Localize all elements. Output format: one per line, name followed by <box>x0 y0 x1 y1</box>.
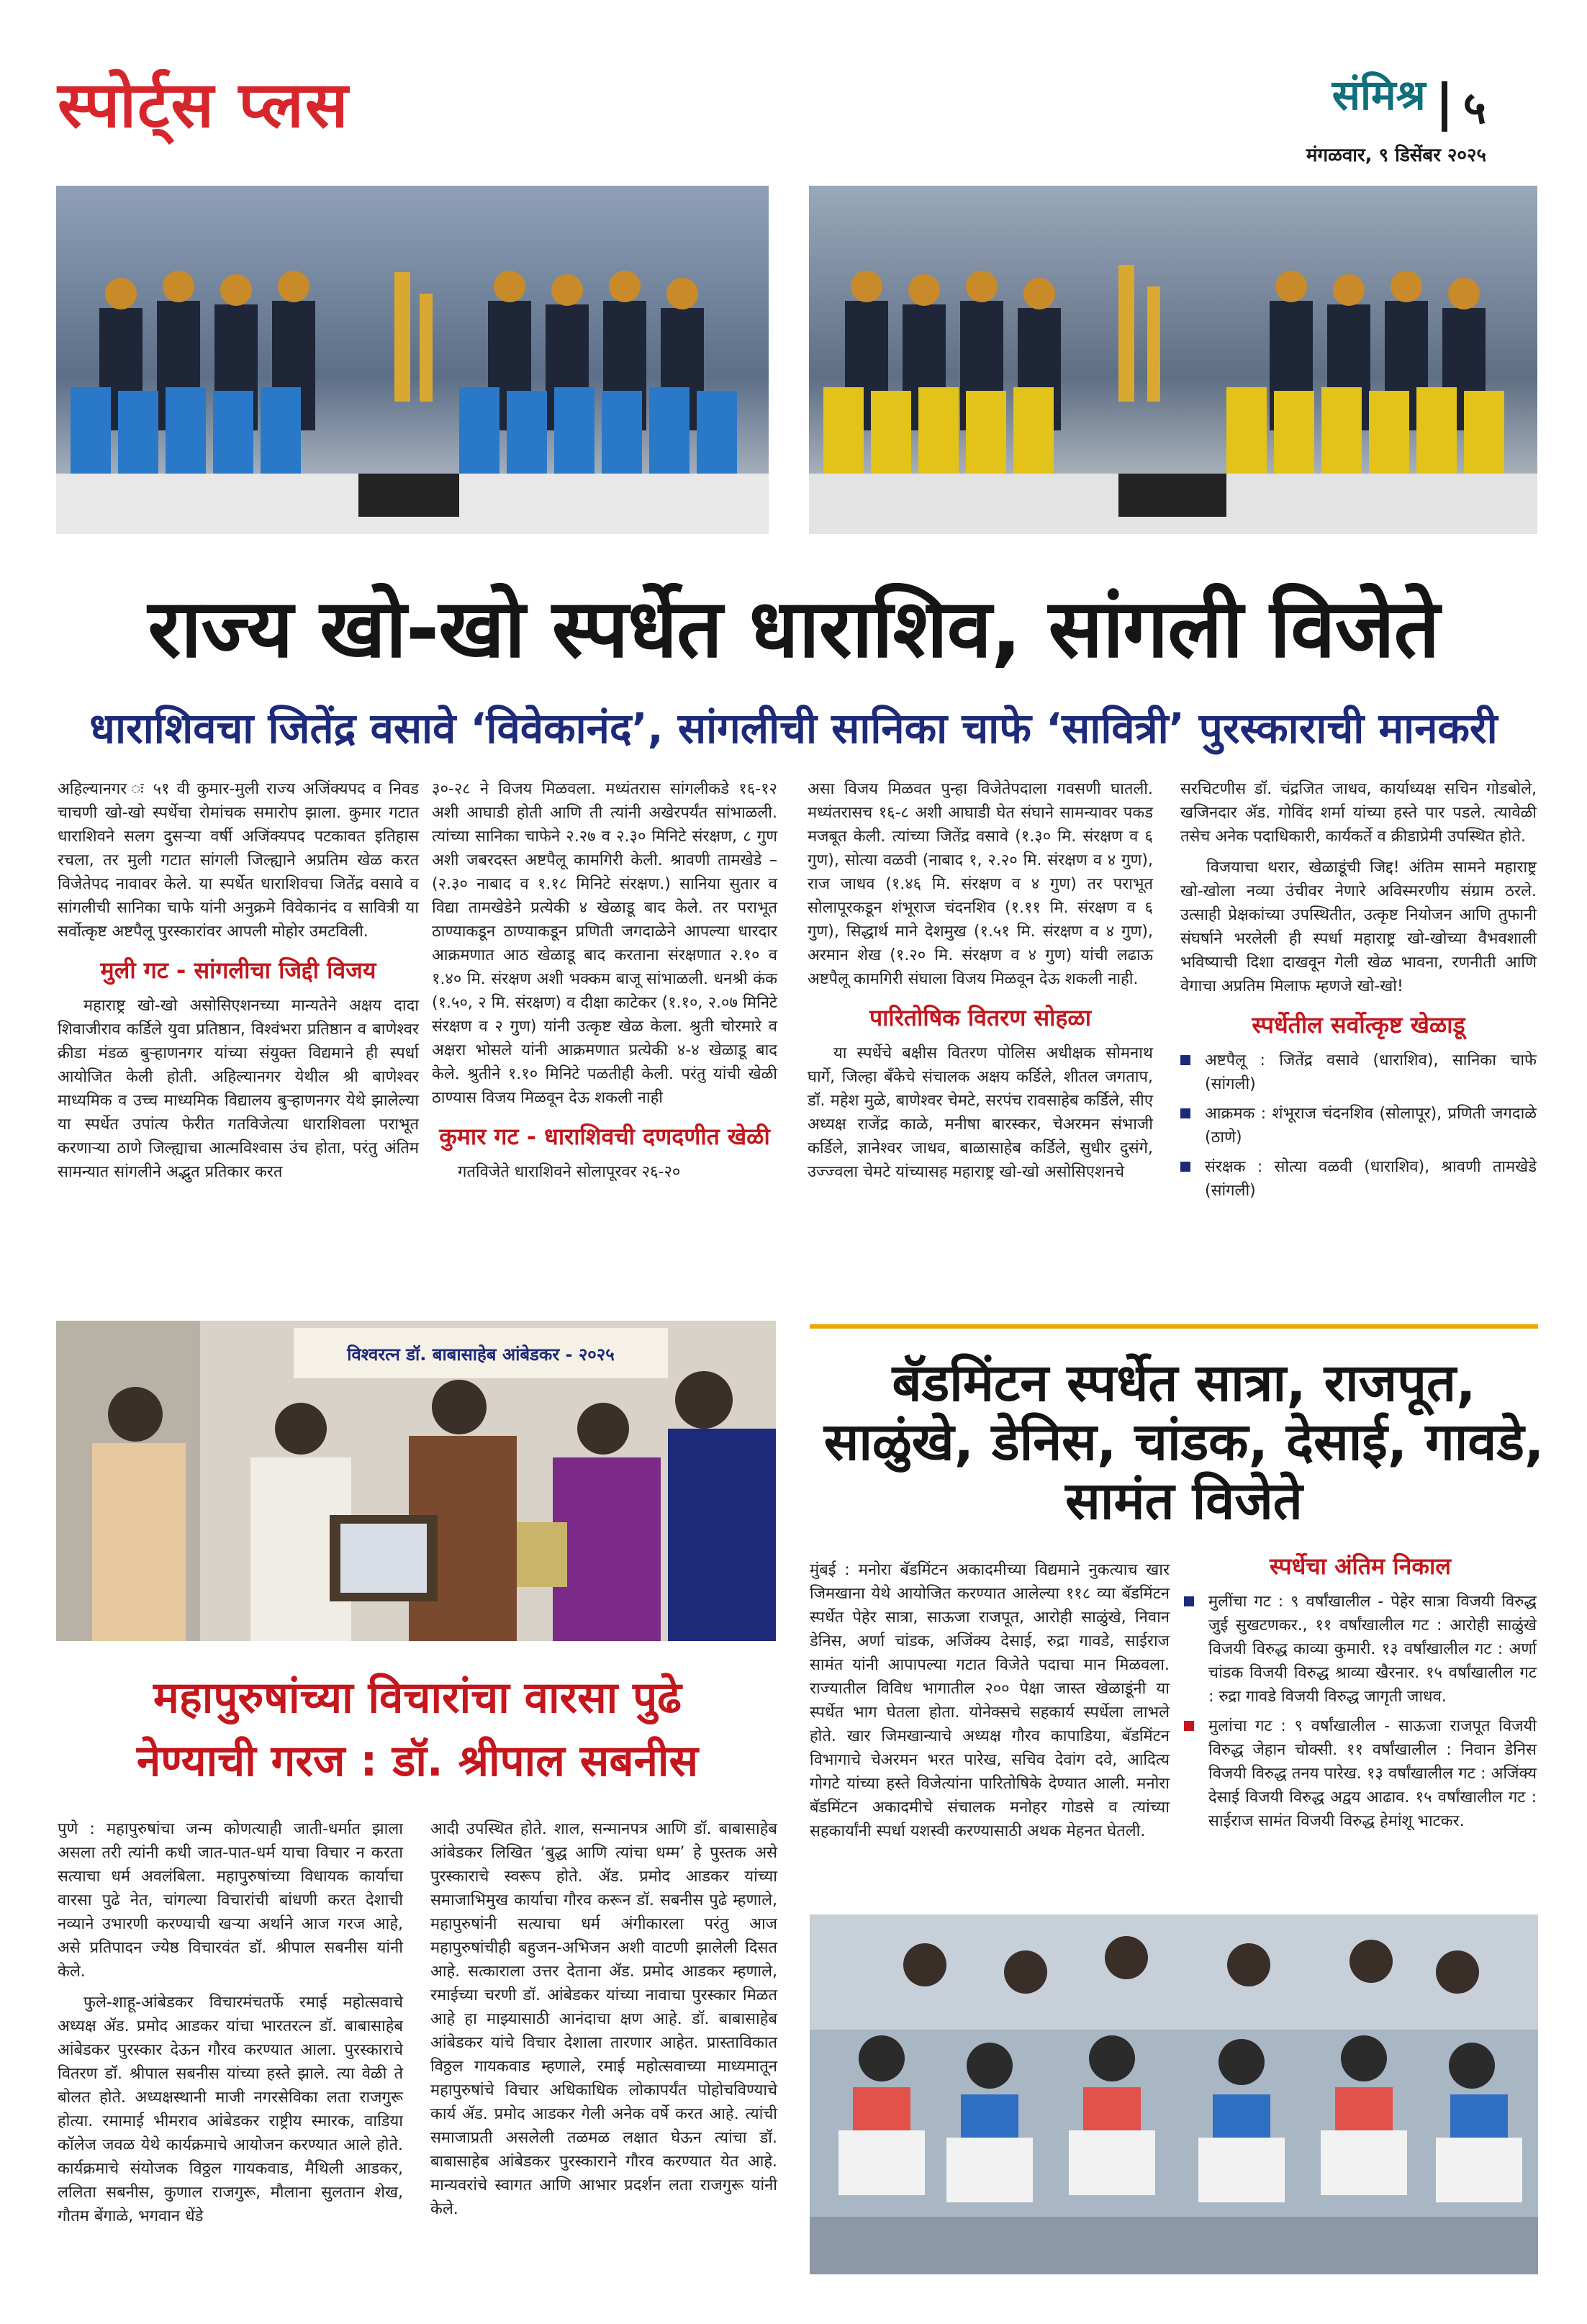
masthead-section-block <box>1306 65 1486 167</box>
kho-col2-para2: गतविजेते धाराशिवने सोलापूरवर २६-२० <box>458 1163 681 1181</box>
best-players-list <box>1180 1049 1537 1203</box>
best-player-item: संरक्षक : सोत्या वळवी (धाराशिव), श्रावणी तामखेडे (सांगली) <box>1180 1155 1537 1203</box>
kho-subheading-boys: कुमार गट - धाराशिवची दणदणीत खेळी <box>439 1123 770 1150</box>
photo-sangli-team <box>809 186 1537 534</box>
photo-dharashiv-team <box>56 186 769 534</box>
badminton-results-column <box>1184 1551 1537 1839</box>
best-player-item: आक्रमक : शंभूराज चंदनशिव (सोलापूर), प्रणिती जगदाळे (ठाणे) <box>1180 1102 1537 1149</box>
kho-subhead: धाराशिवचा जितेंद्र वसावे ‘विवेकानंद’, सांगलीची सानिका चाफे ‘सावित्री’ पुरस्काराची मानकरी <box>89 704 1498 753</box>
photo-badminton-winners <box>810 1914 1538 2274</box>
kho-col1-para2: महाराष्ट्र खो-खो असोसिएशनच्या मान्यतेने अक्षय दादा शिवाजीराव कर्डिले युवा प्रतिष्ठान, विश्वंभरा प्रतिष्ठान व बाणेश्वर क्रीडा मंडळ बुऱ्हाणनगर यांच्या संयुक्त विद्यमाने ही स्पर्धा आयोजित केली होती. अहिल्यानगर येथील श्री बाणेश्वर माध्यमिक व उच्च माध्यमिक विद्यालय बुऱ्हाणनगर येथे झालेल्या या स्पर्धेत उपांत्य फेरीत गतविजेत्या धाराशिवला पराभूत करणाऱ्या ठाणे जिल्ह्याचा आत्मविश्वास उंच होता, परंतु अंतिम सामन्यात सांगलीने अद्भुत प्रतिकार करत <box>58 997 419 1181</box>
masthead-title: स्पोर्ट्स प्लस <box>58 68 350 142</box>
maha-col1-para2: फुले-शाहू-आंबेडकर विचारमंचतर्फे रमाई महोत्सवाचे अध्यक्ष ॲड. प्रमोद आडकर यांचा भारतरत्न डॉ. बाबासाहेब आंबेडकर पुरस्कार देऊन गौरव करण्यात आला. पुरस्काराचे वितरण डॉ. श्रीपाल सबनीस यांच्या हस्ते झाले. त्या वेळी ते बोलत होते. अध्यक्षस्थानी माजी नगरसेविका लता राजगुरू होत्या. रमामाई भीमराव आंबेडकर राष्ट्रीय स्मारक, वाडिया कॉलेज जवळ येथे कार्यक्रमाचे आयोजन करण्यात आले होते. कार्यक्रमाचे संयोजक विठ्ठल गायकवाड, मैथिली आडकर, ललिता सबनीस, कुणाल राजगुरू, मौलाना सुलतान शेख, गौतम बेंगाळे, भगवान धेंडे <box>58 1994 403 2225</box>
kho-col4-para2: विजयाचा थरार, खेळाडूंची जिद्द! अंतिम सामने महाराष्ट्र खो-खोला नव्या उंचीवर नेणारे अविस्मरणीय संग्राम ठरले. उत्साही प्रेक्षकांच्या उपस्थितीत, उत्कृष्ट नियोजन आणि तुफानी संघर्षाने भरलेली ही स्पर्धा महाराष्ट्र खो-खोच्या वैभवशाली भविष्याची दिशा दाखवून गेली खेळ भावना, रणनीती आणि वेगाचा अप्रतिम मिलाफ म्हणजे खो-खो! <box>1180 859 1537 995</box>
banner-text: विश्वरत्न डॉ. बाबासाहेब आंबेडकर - २०२५ <box>347 1344 615 1365</box>
kho-subheading-girls: मुली गट - सांगलीचा जिद्दी विजय <box>100 957 376 984</box>
bullet-square-icon <box>1184 1721 1194 1731</box>
kho-col3-para2: या स्पर्धेचे बक्षीस वितरण पोलिस अधीक्षक सोमनाथ घार्गे, जिल्हा बँकेचे संचालक अक्षय कर्डिले, शीतल जगताप, डॉ. महेश मुळे, बाणेश्वर चेमटे, सरपंच रावसाहेब कर्डिले, सीए अध्यक्ष राजेंद्र काळे, मनीषा बारस्कर, चेअरमन संभाजी कर्डिले, ज्ञानेश्वर जाधव, बाळासाहेब कर्डिले, सुधीर दुसंगे, उज्ज्वला चेमटे यांच्यासह महाराष्ट्र खो-खो असोसिएशनचे <box>808 1044 1153 1181</box>
maha-column-1 <box>58 1817 403 2235</box>
kho-headline: राज्य खो-खो स्पर्धेत धाराशिव, सांगली विजेते <box>148 582 1439 676</box>
page-number: ५ <box>1462 81 1486 134</box>
bullet-square-icon <box>1180 1055 1190 1065</box>
badminton-results-list <box>1184 1590 1537 1833</box>
kho-col4-para1: सरचिटणीस डॉ. चंद्रजित जाधव, कार्याध्यक्ष सचिन गोडबोले, खजिनदार ॲड. गोविंद शर्मा यांच्या हस्ते पार पडले. त्यावेळी तसेच अनेक पदाधिकारी, कार्यकर्ते व क्रीडाप्रेमी उपस्थित होते. <box>1180 780 1537 846</box>
kho-subheading-best: स्पर्धेतील सर्वोत्कृष्ट खेळाडू <box>1252 1011 1465 1039</box>
kho-column-2 <box>432 777 777 1191</box>
photo-sabnis-felicitation <box>56 1321 776 1641</box>
result-item-boys: मुलांचा गट : ९ वर्षांखालील - साऊजा राजपूत विजयी विरुद्ध जेहान चोक्सी. ११ वर्षांखालील : निवान डेनिस विजयी विरुद्ध तनय पारेख. १३ वर्षांखालील गट : अजिंक्य देसाई विजयी विरुद्ध अद्वय आढाव. १५ वर्षांखालील गट : साईराज सामंत विजयी विरुद्ध हेमांशू भाटकर. <box>1184 1714 1537 1833</box>
maha-headline <box>58 1666 777 1793</box>
result-item-girls: मुलींचा गट : ९ वर्षांखालील - पेहेर सात्रा विजयी विरुद्ध जुई सुखटणकर., ११ वर्षांखालील गट : आरोही साळुंखे विजयी विरुद्ध काव्या कुमारी. १३ वर्षांखालील गट : अर्णा चांडक विजयी विरुद्ध श्राव्या खैरनार. १५ वर्षांखालील गट : रुद्रा गावडे विजयी विरुद्ध जागृती जाधव. <box>1184 1590 1537 1709</box>
kho-column-3 <box>808 777 1153 1191</box>
badminton-body: मुंबई : मनोरा बॅडमिंटन अकादमीच्या विद्यमाने नुकत्याच खार जिमखाना येथे आयोजित करण्यात आलेल्या ११८ व्या बॅडमिंटन स्पर्धेत पेहेर सात्रा, साऊजा राजपूत, आरोही साळुंखे, निवान डेनिस, अर्णा चांडक, अजिंक्य देसाई, रुद्रा गावडे, साईराज सामंत यांनी आपापल्या गटात विजेते पदाचा मान मिळवला. राज्यातील विविध भागातील २०० पेक्षा जास्त खेळाडूंनी या स्पर्धेत भाग घेतला होता. योनेक्सचे सहकार्य स्पर्धेला लाभले होते. खार जिमखान्याचे अध्यक्ष गौरव कापाडिया, बॅडमिंटन विभागाचे चेअरमन भरत पारेख, सचिव देवांग दवे, आदित्य गोगटे यांच्या हस्ते विजेत्यांना पारितोषिके देण्यात आली. मनोरा बॅडमिंटन अकादमीचे संचालक मनोहर गोडसे व त्यांच्या सहकार्यांनी स्पर्धा यशस्वी करण्यासाठी अथक मेहनत घेतली. <box>810 1561 1170 1840</box>
badminton-results-title: स्पर्धेचा अंतिम निकाल <box>1270 1552 1451 1580</box>
dateline: मंगळवार, ९ डिसेंबर २०२५ <box>1306 144 1486 166</box>
badminton-headline: बॅडमिंटन स्पर्धेत सात्रा, राजपूत, साळुंखे, डेनिस, चांडक, देसाई, गावडे, सामंत विजेते <box>823 1352 1545 1531</box>
kho-col1-para1: अहिल्यानगर ः ५१ वी कुमार-मुली राज्य अजिंक्यपद व निवड चाचणी खो-खो स्पर्धेचा रोमांचक समारोप झाला. कुमार गटात धाराशिवने सलग दुसऱ्या वर्षी अजिंक्यपद पटकावत इतिहास रचला, तर मुली गटात सांगली जिल्ह्याने अप्रतिम खेळ करत विजेतेपद नावावर केले. या स्पर्धेत धाराशिवचा जितेंद्र वसावे व सांगलीची सानिका चाफे यांनी अनुक्रमे विवेकानंद व सावित्री या सर्वोत्कृष्ट अष्टपैलू पुरस्कारांवर आपली मोहोर उमटविली. <box>58 780 419 941</box>
best-player-item: अष्टपैलू : जितेंद्र वसावे (धाराशिव), सानिका चाफे (सांगली) <box>1180 1049 1537 1096</box>
section-name: संमिश्र <box>1331 71 1426 119</box>
bullet-square-icon <box>1180 1162 1190 1172</box>
kho-column-1 <box>58 777 419 1191</box>
kho-subheading-prize: पारितोषिक वितरण सोहळा <box>869 1004 1092 1031</box>
badminton-body-column <box>810 1558 1170 1850</box>
maha-col2-para1: आदी उपस्थित होते. शाल, सन्मानपत्र आणि डॉ. बाबासाहेब आंबेडकर लिखित ‘बुद्ध आणि त्यांचा धम्म’ हे पुस्तक असे पुरस्काराचे स्वरूप होते. ॲड. प्रमोद आडकर यांच्या समाजाभिमुख कार्याचा गौरव करून डॉ. सबनीस पुढे म्हणाले, महापुरुषांनी सत्याचा धर्म अंगीकारला परंतु आज महापुरुषांचीही बहुजन-अभिजन अशी वाटणी झालेली दिसत आहे. सत्काराला उत्तर देताना ॲड. प्रमोद आडकर म्हणाले, रमाईच्या चरणी डॉ. आंबेडकर यांच्या नावाचा पुरस्कार मिळत आहे हा माझ्यासाठी आनंदाचा क्षण आहे. डॉ. बाबासाहेब आंबेडकर यांचे विचार देशाला तारणार आहेत. प्रास्ताविकात विठ्ठल गायकवाड म्हणाले, रमाई महोत्सवाच्या माध्यमातून महापुरुषांचे विचार अधिकाधिक लोकापर्यंत पोहोचविण्याचे कार्य ॲड. प्रमोद आडकर गेली अनेक वर्षे करत आहे. त्यांची समाजाप्रती असलेली तळमळ लक्षात घेऊन त्यांचा डॉ. बाबासाहेब आंबेडकर पुरस्काराने गौरव करण्यात येत आहे. मान्यवरांचे स्वागत आणि आभार प्रदर्शन लता राजगुरू यांनी केले. <box>430 1820 777 2218</box>
section-rule-orange <box>810 1324 1538 1329</box>
kho-col2-para1: ३०-२८ ने विजय मिळवला. मध्यंतरास सांगलीकडे १६-१२ अशी आघाडी होती आणि ती त्यांनी अखेरपर्यंत सांभाळली. त्यांच्या सानिका चाफेने २.२७ व २.३० मिनिटे संरक्षण, ८ गुण अशी जबरदस्त अष्टपैलू कामगिरी केली. श्रावणी तामखेडे – (२.३० नाबाद व १.१८ मिनिटे संरक्षण.) सानिया सुतार व विद्या तामखेडेने प्रत्येकी ४ खेळाडू बाद केले. तर पराभूत ठाण्याकडून ठाण्याकडून प्रणिती जगदाळेने आपल्या धारदार आक्रमणात आठ खेळाडू बाद करताना संरक्षणात २.१० व १.४० मि. संरक्षण अशी भक्कम बाजू सांभाळली. धनश्री कंक (१.५०, २ मि. संरक्षण) व दीक्षा काटेकर (१.१०, २.०७ मिनिटे संरक्षण व २ गुण) यांनी उत्कृष्ट खेळ केला. श्रुती चोरमारे व अक्षरा भोसले यांनी आक्रमणात प्रत्येकी ४-४ खेळाडू बाद केले. श्रुतीने १.१० मिनिटे पळतीही केली. परंतु यांची खेळी ठाण्यास विजय मिळवून देऊ शकली नाही <box>432 780 777 1107</box>
maha-headline-line1: महापुरुषांच्या विचारांचा वारसा पुढे <box>153 1673 682 1723</box>
bullet-square-icon <box>1184 1596 1194 1606</box>
maha-column-2 <box>430 1817 777 2228</box>
kho-column-4 <box>1180 777 1537 1208</box>
maha-col1-para1: पुणे : महापुरुषांचा जन्म कोणत्याही जाती-धर्मात झाला असला तरी त्यांनी कधी जात-पात-धर्म याचा विचार न करता सत्याचा धर्म अवलंबिला. महापुरुषांच्या विधायक कार्याचा वारसा पुढे नेत, चांगल्या विचारांची बांधणी करत देशाची नव्याने उभारणी करण्याची खऱ्या अर्थाने आज गरज आहे, असे प्रतिपादन ज्येष्ठ विचारवंत डॉ. श्रीपाल सबनीस यांनी केले. <box>58 1820 403 1981</box>
maha-headline-line2: नेण्याची गरज : डॉ. श्रीपाल सबनीस <box>136 1736 699 1786</box>
bullet-square-icon <box>1180 1108 1190 1118</box>
section-divider <box>1442 81 1447 132</box>
kho-col3-para1: असा विजय मिळवत पुन्हा विजेतेपदाला गवसणी घातली. मध्यंतरासच १६-८ अशी आघाडी घेत संघाने सामन्यावर पकड मजबूत केली. त्यांच्या जितेंद्र वसावे (१.३० मि. संरक्षण व ६ गुण), सोत्या वळवी (नाबाद १, २.२० मि. संरक्षण व ४ गुण), राज जाधव (१.४६ मि. संरक्षण व ४ गुण) तर पराभूत सोलापूरकडून शंभूराज चंदनशिव (१.११ मि. संरक्षण व ६ गुण), सिद्धार्थ माने देशमुख (१.५१ मि. संरक्षण व ४ गुण), अरमान शेख (१.२० मि. संरक्षण व ४ गुण) यांची लढाऊ अष्टपैलू कामगिरी संघाला विजय मिळवून देऊ शकली नाही. <box>808 780 1153 988</box>
